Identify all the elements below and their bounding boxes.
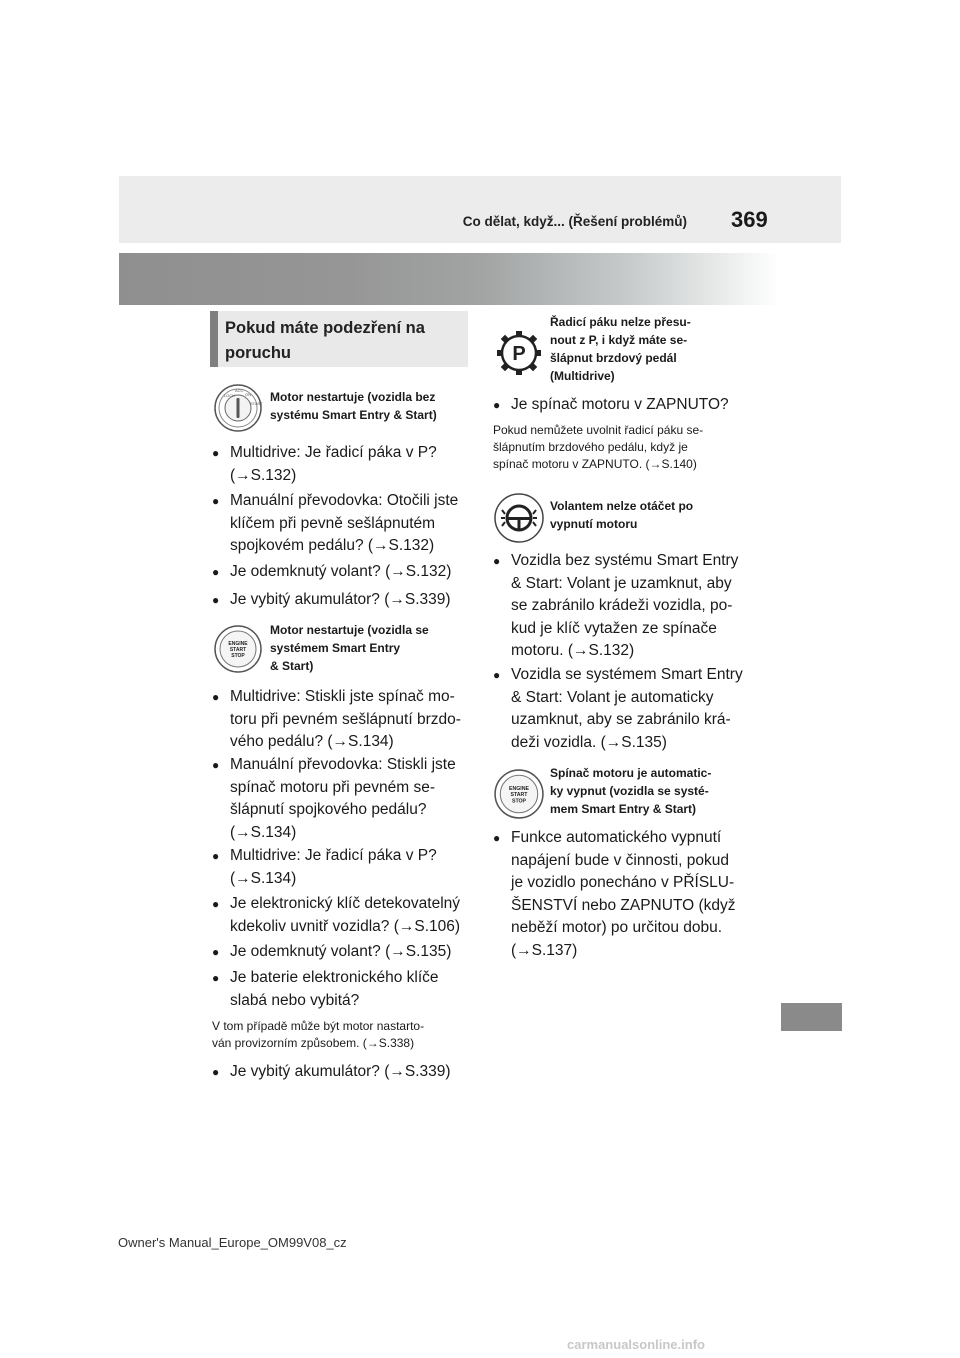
- list-item: ● Vozidla se systémem Smart Entry & Start: Volant je automaticky uzamknut, aby se zabránilo krá- deži vozidla. (→S.135): [493, 664, 743, 754]
- list-item: ● Multidrive: Stiskli jste spínač mo- toru při pevném sešlápnutí brzdo- vého pedálu? (→S.134): [212, 686, 461, 754]
- list-item: ● Je elektronický klíč detekovatelný kdekoliv uvnitř vozidla? (→S.106): [212, 893, 460, 938]
- svg-text:P: P: [512, 343, 526, 365]
- list-item: ● Je vybitý akumulátor? (→S.339): [212, 589, 451, 612]
- svg-text:STOP: STOP: [231, 653, 245, 659]
- subheading-steering-locked: Volantem nelze otáčet po vypnutí motoru: [550, 499, 694, 531]
- note-text: Pokud nemůžete uvolnit řadicí páku se- šlápnutím brzdového pedálu, když je spínač motoru v ZAPNUTO. (→S.140): [493, 423, 704, 471]
- subheading-engine-switch-auto-off: Spínač motoru je automatic- ky vypnut (vozidla se systé- mem Smart Entry & Start): [550, 766, 712, 816]
- list-item: ● Vozidla bez systému Smart Entry & Start: Volant je uzamknut, aby se zabránilo krádeži vozidla, po- kud je klíč vytažen ze spínače motoru. (→S.132): [493, 550, 738, 663]
- svg-text:STOP: STOP: [511, 798, 527, 805]
- list-item: ● Manuální převodovka: Stiskli jste spínač motoru při pevném se- šlápnutí spojkového pedálu? (→S.134): [212, 754, 456, 844]
- engine-start-stop-icon: [493, 768, 545, 820]
- list-item: ● Funkce automatického vypnutí napájení bude v činnosti, pokud je vozidlo ponecháno v PŘÍSLU- ŠENSTVÍ nebo ZAPNUTO (když neběží motor) po určitou dobu. (→S.137): [493, 827, 736, 962]
- svg-text:START: START: [229, 647, 247, 653]
- footer-manual-id: Owner's Manual_Europe_OM99V08_cz: [118, 1235, 347, 1250]
- subheading-engine-no-start-without-smart: Motor nestartuje (vozidla bez systému Smart Entry & Start): [270, 390, 437, 422]
- section-heading: Pokud máte podezření na poruchu: [210, 311, 468, 367]
- watermark: carmanualsonline.info: [567, 1337, 705, 1352]
- svg-text:ENGINE: ENGINE: [509, 785, 529, 792]
- svg-text:LOCK: LOCK: [224, 393, 235, 398]
- park-lock-icon: [493, 327, 545, 379]
- list-item: ● Multidrive: Je řadicí páka v P? (→S.132): [212, 442, 437, 487]
- engine-start-stop-icon: [213, 624, 263, 674]
- list-item: ● Je baterie elektronického klíče slabá nebo vybitá?: [212, 967, 439, 1012]
- list-item: ● Je odemknutý volant? (→S.135): [212, 941, 451, 964]
- svg-text:ENGINE: ENGINE: [228, 641, 248, 647]
- list-item: ● Manuální převodovka: Otočili jste klíčem při pevně sešlápnutém spojkovém pedálu? (→S.132): [212, 490, 458, 558]
- subheading-engine-no-start-with-smart: Motor nestartuje (vozidla se systémem Smart Entry & Start): [270, 623, 429, 673]
- chapter-title: Co dělat, když... (Řešení problémů): [462, 214, 687, 229]
- chapter-side-tab: [781, 1003, 842, 1031]
- list-item: ● Multidrive: Je řadicí páka v P? (→S.134): [212, 845, 437, 890]
- chapter-gradient-bar: [119, 253, 779, 305]
- svg-text:START: START: [250, 401, 263, 406]
- svg-text:ON: ON: [245, 392, 251, 397]
- svg-text:ACC: ACC: [235, 388, 244, 393]
- note-text: V tom případě může být motor nastarto- ván provizorním způsobem. (→S.338): [212, 1019, 425, 1050]
- steering-lock-icon: [493, 492, 545, 544]
- subheading-shift-lever-stuck: Řadicí páku nelze přesu- nout z P, i když máte se- šlápnut brzdový pedál (Multidrive): [550, 315, 691, 383]
- ignition-key-icon: [213, 383, 263, 433]
- svg-text:START: START: [510, 792, 528, 799]
- list-item: ● Je vybitý akumulátor? (→S.339): [212, 1061, 451, 1084]
- list-item: ● Je odemknutý volant? (→S.132): [212, 561, 451, 584]
- list-item: ● Je spínač motoru v ZAPNUTO?: [493, 394, 729, 417]
- page-number: 369: [731, 207, 768, 232]
